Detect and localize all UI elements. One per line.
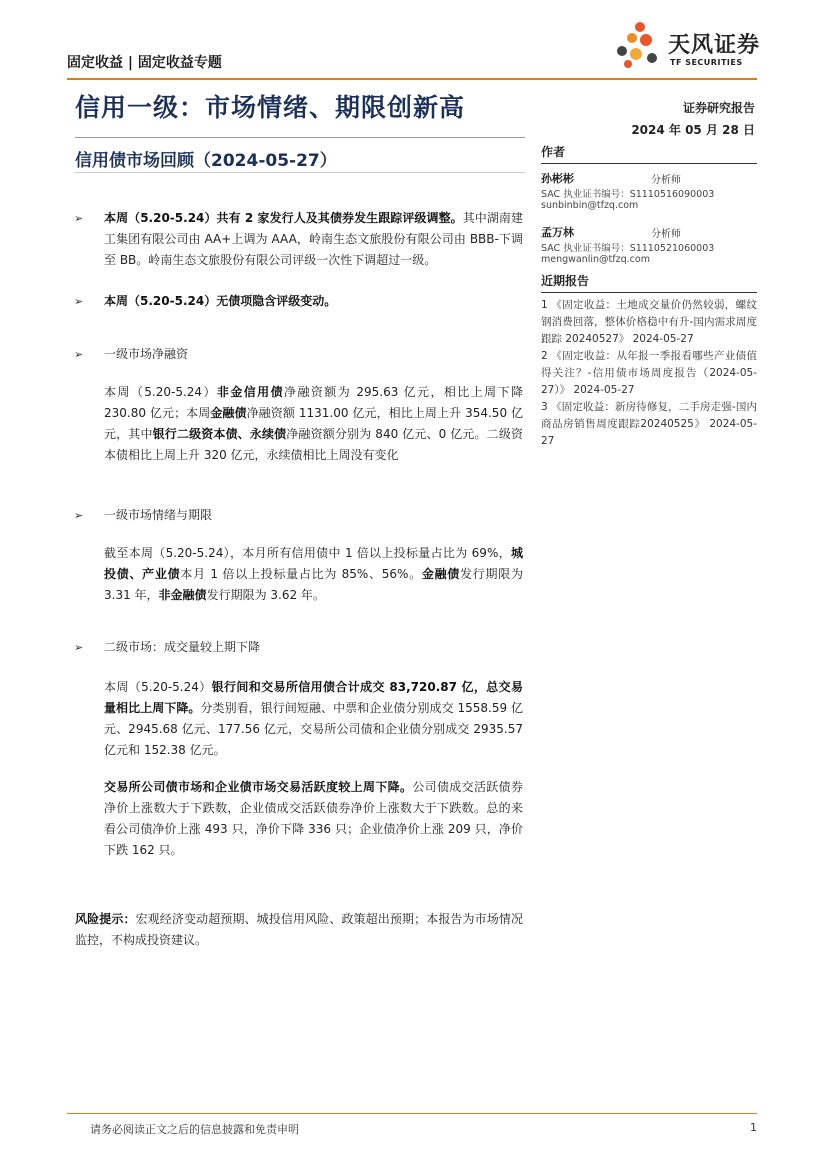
footer-disclaimer: 请务必阅读正文之后的信息披露和免责申明 bbox=[90, 1123, 299, 1136]
report-title: 信用一级：市场情绪、期限创新高 bbox=[75, 93, 466, 122]
arrow-bullet-icon: ➢ bbox=[74, 348, 84, 361]
p3-bold-d: 金融债 bbox=[210, 406, 247, 420]
report-type: 证券研究报告 bbox=[682, 101, 755, 115]
report-subtitle: 信用债市场回顾（2024-05-27） bbox=[75, 151, 337, 171]
paragraph-secondary-market bbox=[104, 677, 523, 761]
p6-bold: 交易所公司债市场和企业债市场交易活跃度较上周下降。 bbox=[104, 780, 413, 794]
author-block bbox=[541, 170, 757, 224]
risk-label: 风险提示： bbox=[75, 912, 136, 926]
p5-text-a: 本周（5.20-5.24） bbox=[104, 680, 212, 694]
section-heading-1 bbox=[74, 344, 523, 365]
p4-bold-b: 城投债、产业债 bbox=[104, 546, 523, 581]
header-divider bbox=[67, 78, 757, 80]
author-role: 分析师 bbox=[651, 175, 681, 186]
p4-text-c: 本月 1 倍以上投标量占比为 85%、56%。 bbox=[180, 567, 422, 581]
authors-rule bbox=[541, 163, 757, 164]
p3-bold-b: 非金信用债 bbox=[216, 385, 285, 399]
p4-bold-d: 金融债 bbox=[421, 567, 461, 581]
p5-text-c: 分类别看，银行间短融、中票和企业债分别成交 1558.59 亿元、2945.68 亿元、177.56 亿元，交易所公司债和企业债分别成交 2935.57 亿元和 152.38 亿元。 bbox=[104, 701, 523, 757]
arrow-bullet-icon: ➢ bbox=[74, 641, 84, 654]
subtitle-divider bbox=[75, 172, 525, 173]
author-block bbox=[541, 224, 757, 278]
section-2-title: 一级市场情绪与期限 bbox=[104, 508, 213, 522]
author-email[interactable]: mengwanlin@tfzq.com bbox=[541, 254, 650, 265]
summary-bullet-1 bbox=[74, 208, 523, 271]
authors-heading: 作者 bbox=[541, 145, 566, 159]
recent-report-item[interactable]: 1 《固定收益：土地成交量价仍然较弱，螺纹钢消费回落，整体价格稳中有升-国内需求周度跟踪 20240527》 2024-05-27 bbox=[541, 299, 757, 345]
paragraph-sentiment bbox=[104, 543, 523, 606]
section-heading-3 bbox=[74, 637, 523, 658]
bullet-1-bold: 本周（5.20-5.24）共有 2 家发行人及其债券发生跟踪评级调整。 bbox=[104, 211, 463, 225]
p5-bold-b: 银行间和交易所信用债合计成交 83,720.87 亿，总交易量相比上周下降。 bbox=[104, 680, 523, 715]
tf-logo-icon bbox=[610, 18, 665, 70]
p4-text-e: 发行期限为 3.31 年， bbox=[104, 567, 523, 602]
risk-warning bbox=[75, 909, 523, 951]
report-date: 2024 年 05 月 28 日 bbox=[631, 123, 755, 137]
paragraph-exchange-activity bbox=[104, 777, 523, 861]
section-3-title: 二级市场：成交量较上期下降 bbox=[104, 640, 261, 654]
p3-text-g: 净融资额分别为 840 亿元、0 亿元。二级资本债相比上周上升 320 亿元，永续债相比上周没有变化 bbox=[104, 427, 523, 462]
p3-text-e: 净融资额 1131.00 亿元，相比上周上升 354.50 亿元，其中 bbox=[104, 406, 523, 441]
summary-bullet-2 bbox=[74, 291, 523, 312]
p3-text-a: 本周（5.20-5.24） bbox=[104, 385, 217, 399]
section-1-title: 一级市场净融资 bbox=[104, 347, 189, 361]
report-category: 固定收益 | 固定收益专题 bbox=[67, 55, 222, 71]
p4-bold-f: 非金融债 bbox=[158, 588, 207, 602]
author-email[interactable]: sunbinbin@tfzq.com bbox=[541, 200, 639, 211]
paragraph-net-financing bbox=[104, 382, 523, 466]
risk-text: 宏观经济变动超预期、城投信用风险、政策超出预期；本报告为市场情况监控，不构成投资建议。 bbox=[75, 912, 523, 947]
author-name: 孟万林 bbox=[541, 226, 574, 239]
bullet-1-text: 其中湖南建工集团有限公司由 AA+上调为 AAA，岭南生态文旅股份有限公司由 BBB-下调至 BB。岭南生态文旅股份有限公司评级一次性下调超过一级。 bbox=[104, 211, 523, 267]
p3-bold-f: 银行二级资本债、永续债 bbox=[152, 427, 287, 441]
logo-text-en: TF SECURITIES bbox=[670, 58, 743, 67]
logo-text-cn: 天风证券 bbox=[668, 33, 761, 58]
p6-text: 公司债成交活跃债券净价上涨数大于下跌数，企业债成交活跃债券净价上涨数大于下跌数。总的来看公司债净价上涨 493 只，净价下降 336 只；企业债净价上涨 209 只，净价下跌 162 只。 bbox=[104, 780, 523, 857]
recent-reports-rule bbox=[541, 292, 757, 293]
p4-text-g: 发行期限为 3.62 年。 bbox=[206, 588, 325, 602]
arrow-bullet-icon: ➢ bbox=[74, 212, 84, 225]
author-cert: SAC 执业证书编号：S1110516090003 bbox=[541, 189, 715, 200]
author-name: 孙彬彬 bbox=[541, 172, 574, 185]
recent-reports-heading: 近期报告 bbox=[541, 274, 590, 288]
arrow-bullet-icon: ➢ bbox=[74, 509, 84, 522]
company-logo bbox=[610, 18, 760, 70]
arrow-bullet-icon: ➢ bbox=[74, 295, 84, 308]
p4-text-a: 截至本周（5.20-5.24），本月所有信用债中 1 倍以上投标量占比为 69%， bbox=[104, 546, 511, 560]
author-role: 分析师 bbox=[651, 229, 681, 240]
bullet-2-bold: 本周（5.20-5.24）无债项隐含评级变动。 bbox=[104, 294, 337, 308]
author-cert: SAC 执业证书编号：S1110521060003 bbox=[541, 243, 715, 254]
recent-reports-section bbox=[541, 272, 757, 450]
recent-report-item[interactable]: 2 《固定收益：从年报一季报看哪些产业债值得关注？-信用债市场周度报告（2024-05-27）》 2024-05-27 bbox=[541, 350, 757, 396]
section-heading-2 bbox=[74, 505, 523, 526]
p3-text-c: 净融资额为 295.63 亿元，相比上周下降 230.80 亿元；本周 bbox=[104, 385, 523, 420]
authors-section bbox=[541, 143, 757, 278]
title-divider bbox=[75, 137, 525, 138]
footer-divider bbox=[67, 1113, 757, 1114]
page-number: 1 bbox=[750, 1121, 757, 1134]
recent-report-item[interactable]: 3 《固定收益：新房待修复，二手房走强-国内商品房销售周度跟踪20240525》 2024-05-27 bbox=[541, 401, 757, 447]
